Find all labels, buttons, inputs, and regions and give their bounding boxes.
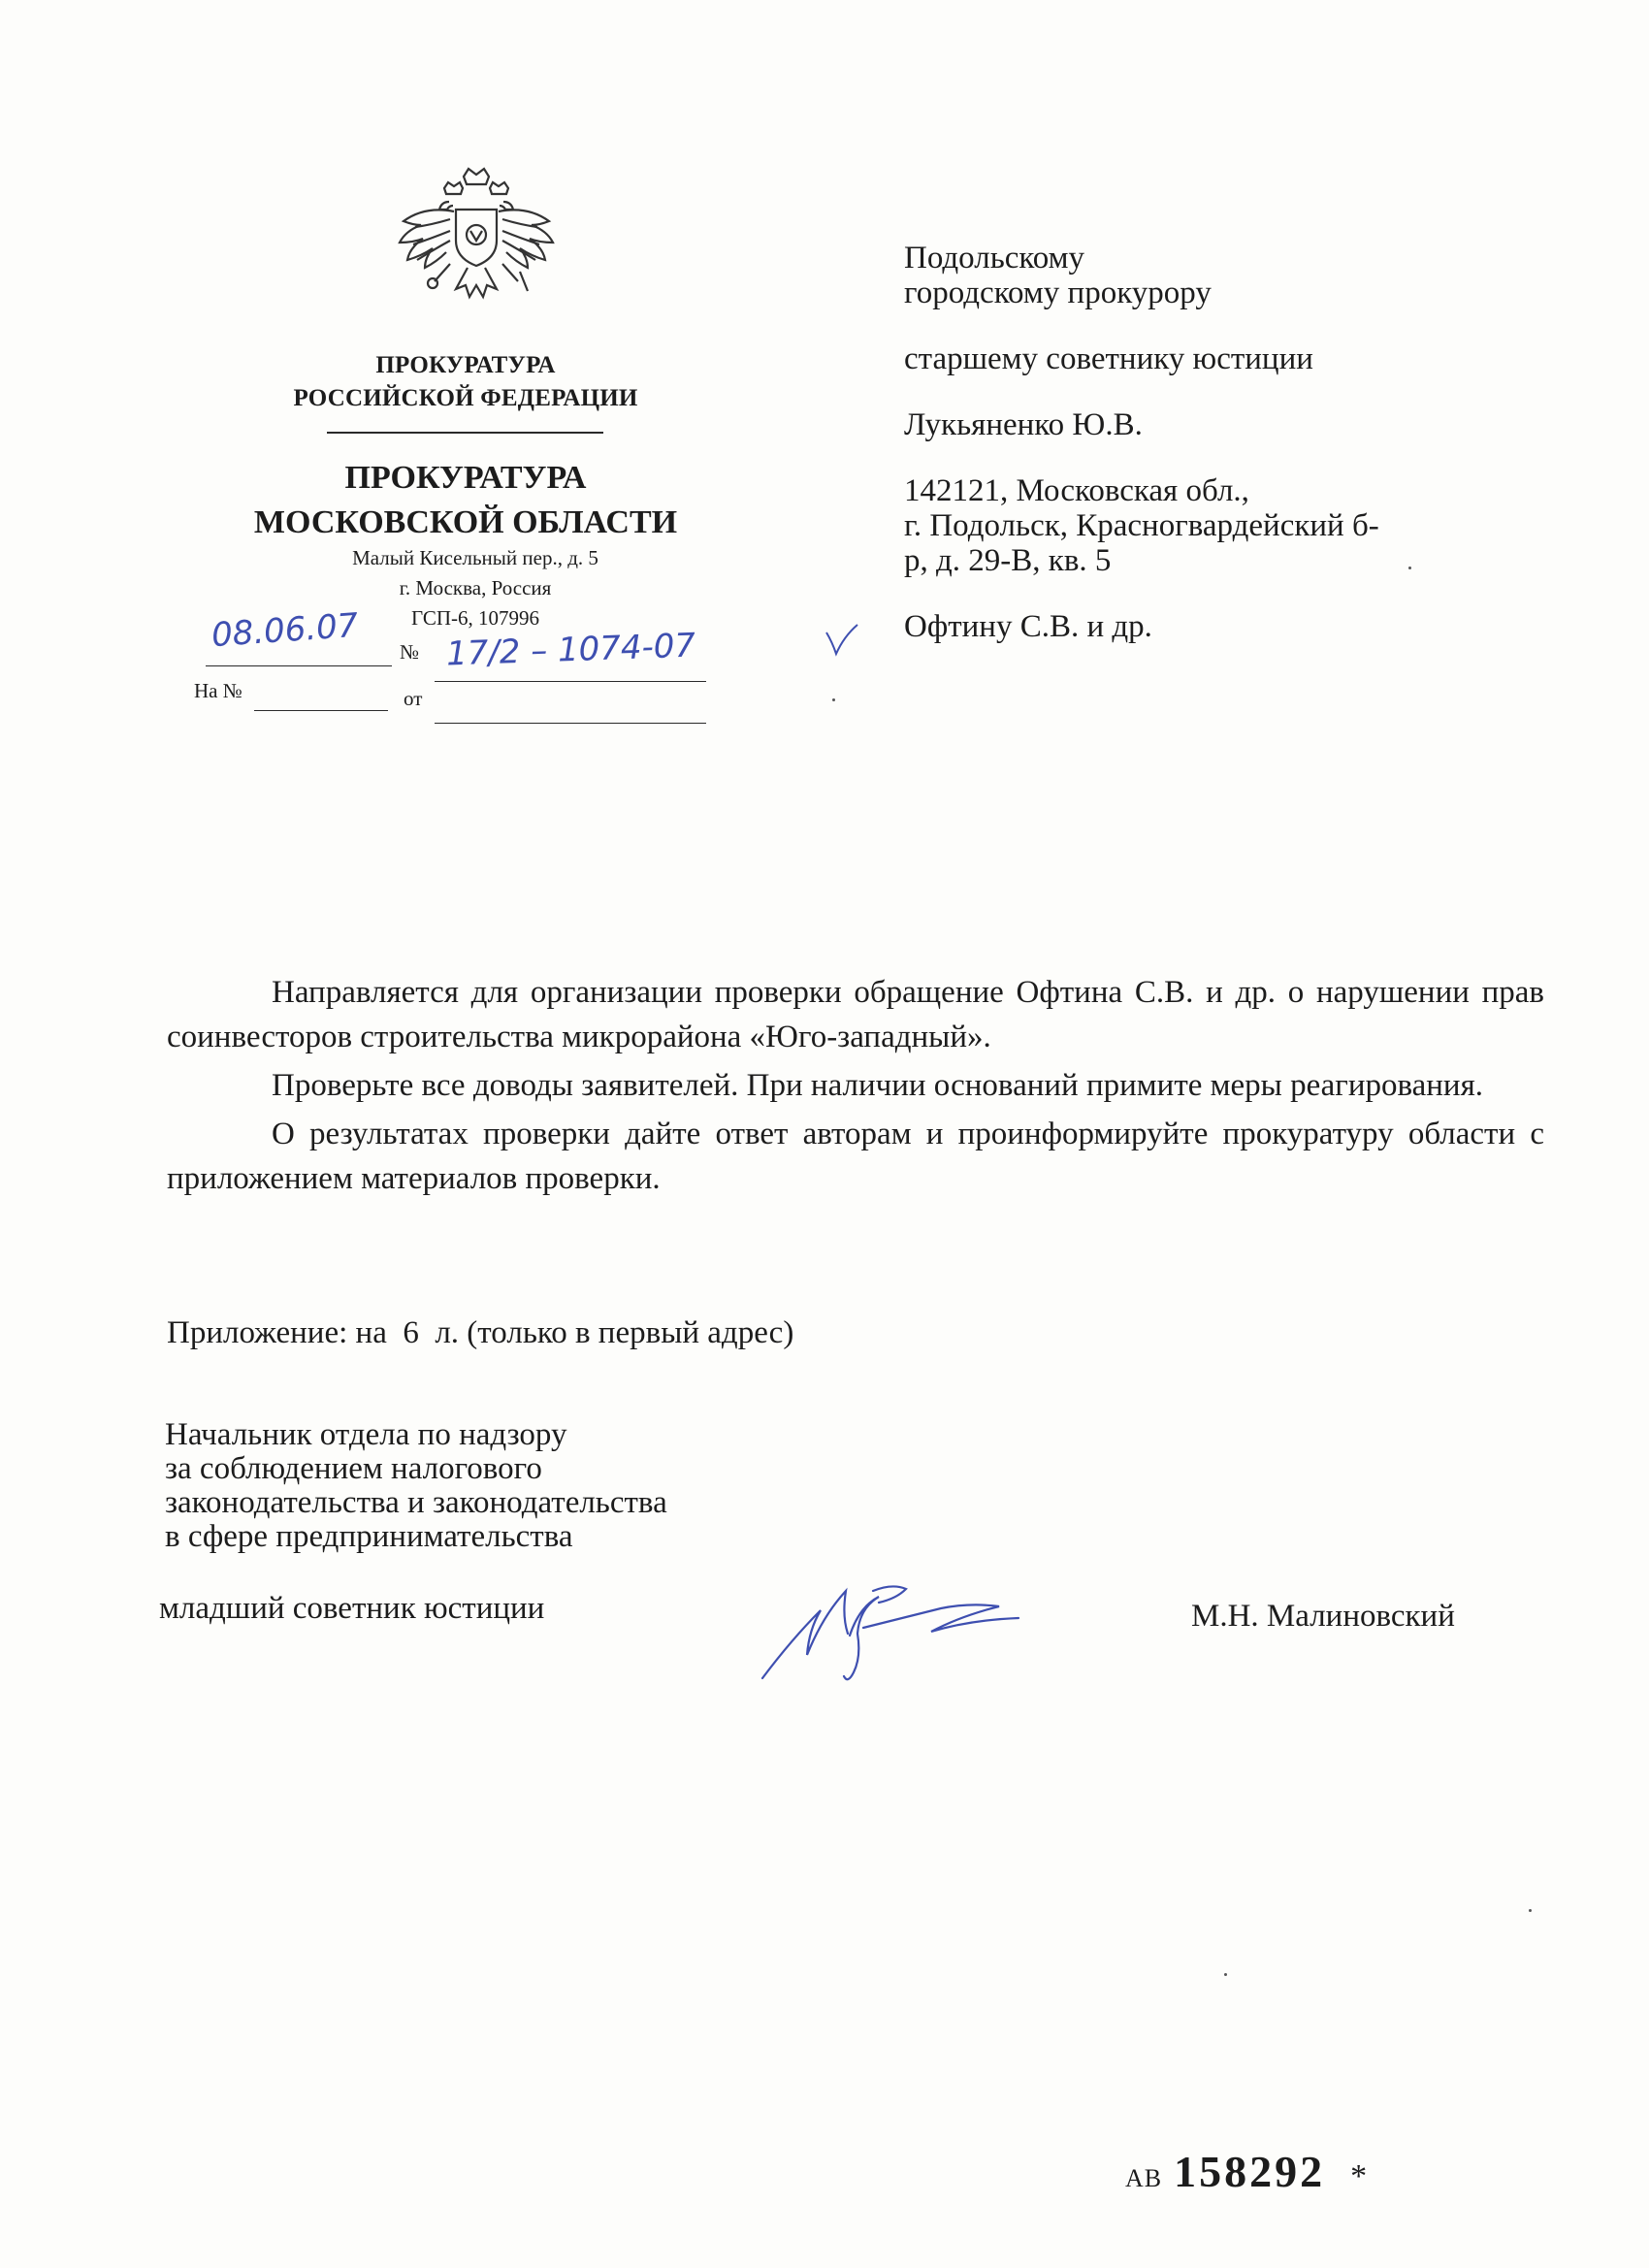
signatory-title-line3: законодательства и законодательства (165, 1485, 667, 1520)
letterhead-org-line2: РОССИЙСКОЙ ФЕДЕРАЦИИ (293, 385, 638, 411)
letterhead-regional-org-line1: ПРОКУРАТУРА (344, 460, 587, 496)
body-paragraph-3: О результатах проверки дайте ответ авторам и проинформируйте прокуратуру области с приложением материалов проверки. (167, 1117, 1544, 1196)
handwritten-date: 08.06.07 (210, 605, 360, 656)
letterhead-address-line1: Малый Кисельный пер., д. 5 (352, 546, 598, 569)
addressee-block (904, 241, 1564, 644)
letterhead-address-line3: ГСП-6, 107996 (410, 606, 540, 630)
letterhead-org (247, 349, 684, 415)
addressee-line8: Офтину С.В. и др. (904, 609, 1152, 644)
handwritten-number: 17/2 – 1074-07 (445, 626, 696, 674)
handwritten-signature (757, 1523, 1077, 1698)
signatory-name: М.Н. Малиновский (1191, 1599, 1455, 1634)
letterhead-org-line1: ПРОКУРАТУРА (375, 352, 556, 378)
addressee-line5: 142121, Московская обл., (904, 473, 1249, 508)
addressee-line2: городскому прокурору (904, 275, 1212, 310)
letterhead-regional-org-line2: МОСКОВСКОЙ ОБЛАСТИ (253, 504, 678, 540)
check-mark-icon (823, 621, 861, 660)
scan-speck (1529, 1909, 1532, 1912)
addressee-line3: старшему советнику юстиции (904, 341, 1313, 376)
attachment-note: Приложение: на 6 л. (только в первый адрес) (167, 1315, 794, 1350)
coat-of-arms-emblem (396, 163, 557, 310)
signatory-title-line4: в сфере предпринимательства (165, 1519, 573, 1554)
number-field-line (435, 681, 706, 682)
scan-speck (1408, 567, 1411, 569)
serial-prefix: АВ (1125, 2164, 1163, 2192)
form-serial (1125, 2146, 1367, 2197)
scan-speck (832, 698, 835, 701)
addressee-line1: Подольскому (904, 241, 1085, 275)
date-field-line (206, 665, 392, 666)
reference-from-label: от (404, 687, 423, 710)
scan-speck (1224, 1973, 1227, 1976)
reference-from-line (435, 723, 706, 724)
signatory-rank: младший советник юстиции (159, 1591, 545, 1626)
letterhead-regional-org (204, 456, 728, 545)
addressee-line7: р, д. 29-В, кв. 5 (904, 543, 1112, 578)
addressee-line4: Лукьяненко Ю.В. (904, 407, 1143, 442)
letterhead-divider (327, 432, 603, 434)
serial-number: 158292 (1174, 2147, 1326, 2196)
serial-asterisk: * (1350, 2158, 1368, 2194)
reference-number-label: На № (194, 679, 242, 702)
letter-body (167, 970, 1544, 1205)
reference-number-line (254, 710, 388, 711)
outgoing-number-label: № (400, 640, 420, 664)
signatory-title-line2: за соблюдением налогового (165, 1451, 542, 1486)
signatory-title-line1: Начальник отдела по надзору (165, 1417, 567, 1452)
body-paragraph-2: Проверьте все доводы заявителей. При наличии оснований примите меры реагирования. (272, 1068, 1484, 1103)
addressee-line6: г. Подольск, Красногвардейский б- (904, 508, 1379, 543)
letterhead-address-line2: г. Москва, Россия (399, 576, 552, 599)
body-paragraph-1: Направляется для организации проверки обращение Офтина С.В. и др. о нарушении прав соинвесторов строительства микрорайона «Юго-западный». (167, 975, 1544, 1054)
